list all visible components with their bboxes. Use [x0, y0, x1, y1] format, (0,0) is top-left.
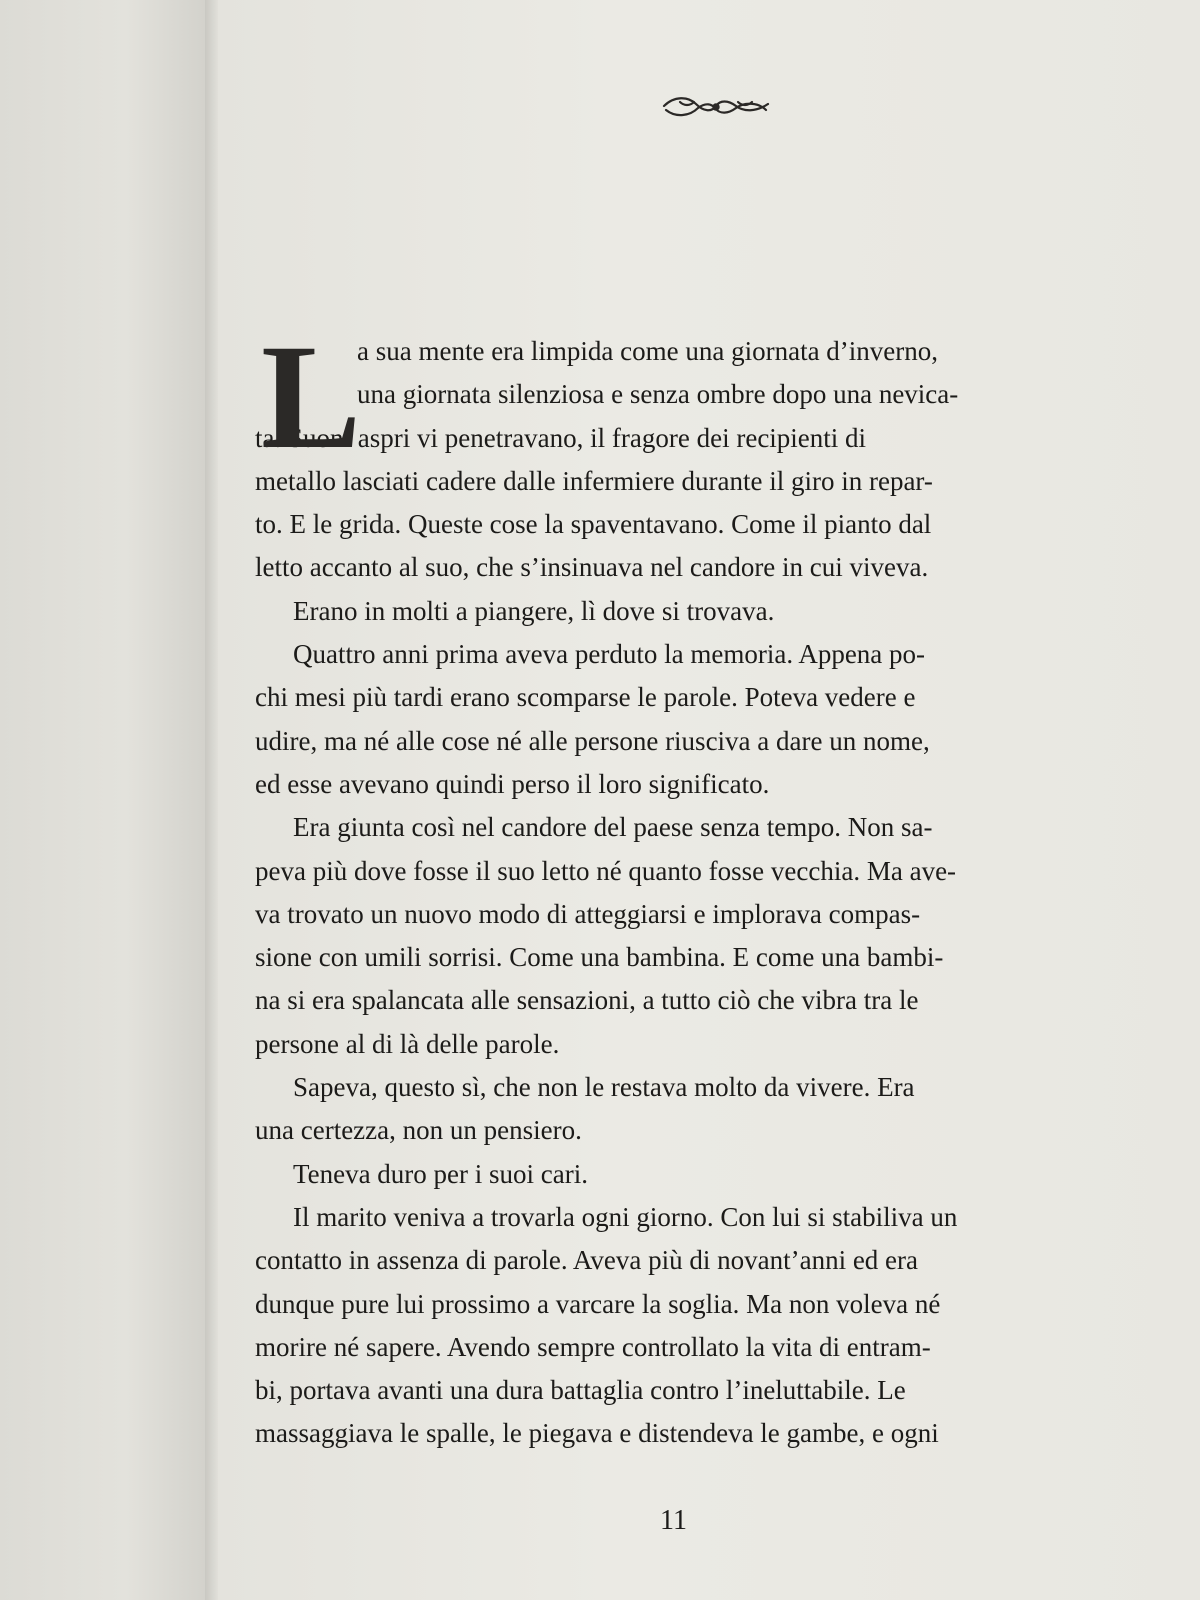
text-line: letto accanto al suo, che s’insinuava nel candore in cui viveva. — [255, 552, 929, 583]
text-line: udire, ma né alle cose né alle persone riusciva a dare un nome, — [255, 725, 930, 756]
left-page — [0, 0, 210, 1600]
text-line: na si era spalancata alle sensazioni, a tutto ciò che vibra tra le — [255, 985, 919, 1016]
page-number: 11 — [660, 1505, 687, 1536]
text-line: Sapeva, questo sì, che non le restava molto da vivere. Era — [293, 1072, 915, 1103]
text-line: Il marito veniva a trovarla ogni giorno. Con lui si stabiliva un — [293, 1201, 958, 1232]
text-line: persone al di là delle parole. — [255, 1028, 560, 1059]
text-line: va trovato un nuovo modo di atteggiarsi e implorava compas- — [255, 898, 921, 929]
text-line: morire né sapere. Avendo sempre controllato la vita di entram- — [255, 1331, 931, 1362]
text-line: to. E le grida. Queste cose la spaventavano. Come il pianto dal — [255, 509, 932, 540]
text-line: ed esse avevano quindi perso il loro significato. — [255, 768, 770, 799]
text-line: una certezza, non un pensiero. — [255, 1115, 582, 1146]
text-line: Era giunta così nel candore del paese senza tempo. Non sa- — [293, 812, 933, 843]
text-line: Quattro anni prima aveva perduto la memoria. Appena po- — [293, 639, 926, 670]
text-line: metallo lasciati cadere dalle infermiere durante il giro in repar- — [255, 465, 933, 496]
text-line: Erano in molti a piangere, lì dove si trovava. — [293, 595, 775, 626]
scroll-flourish-icon — [660, 92, 772, 122]
body-text — [255, 314, 1175, 1456]
drop-cap: L — [261, 314, 362, 480]
text-line: massaggiava le spalle, le piegava e distendeva le gambe, e ogni — [255, 1418, 939, 1449]
text-line: sione con umili sorrisi. Come una bambina. E come una bambi- — [255, 942, 944, 973]
text-line: dunque pure lui prossimo a varcare la soglia. Ma non voleva né — [255, 1288, 941, 1319]
text-line: ta. Suoni aspri vi penetravano, il fragore dei recipienti di — [255, 422, 867, 453]
text-line: una giornata silenziosa e senza ombre dopo una nevica- — [357, 379, 959, 410]
text-line: bi, portava avanti una dura battaglia contro l’ineluttabile. Le — [255, 1375, 906, 1406]
text-line: Teneva duro per i suoi cari. — [293, 1158, 588, 1189]
text-line: a sua mente era limpida come una giornata d’inverno, — [357, 336, 939, 366]
text-line: contatto in assenza di parole. Aveva più di novant’anni ed era — [255, 1245, 919, 1276]
text-line: chi mesi più tardi erano scomparse le parole. Poteva vedere e — [255, 682, 916, 713]
text-line: peva più dove fosse il suo letto né quanto fosse vecchia. Ma ave- — [255, 855, 957, 886]
